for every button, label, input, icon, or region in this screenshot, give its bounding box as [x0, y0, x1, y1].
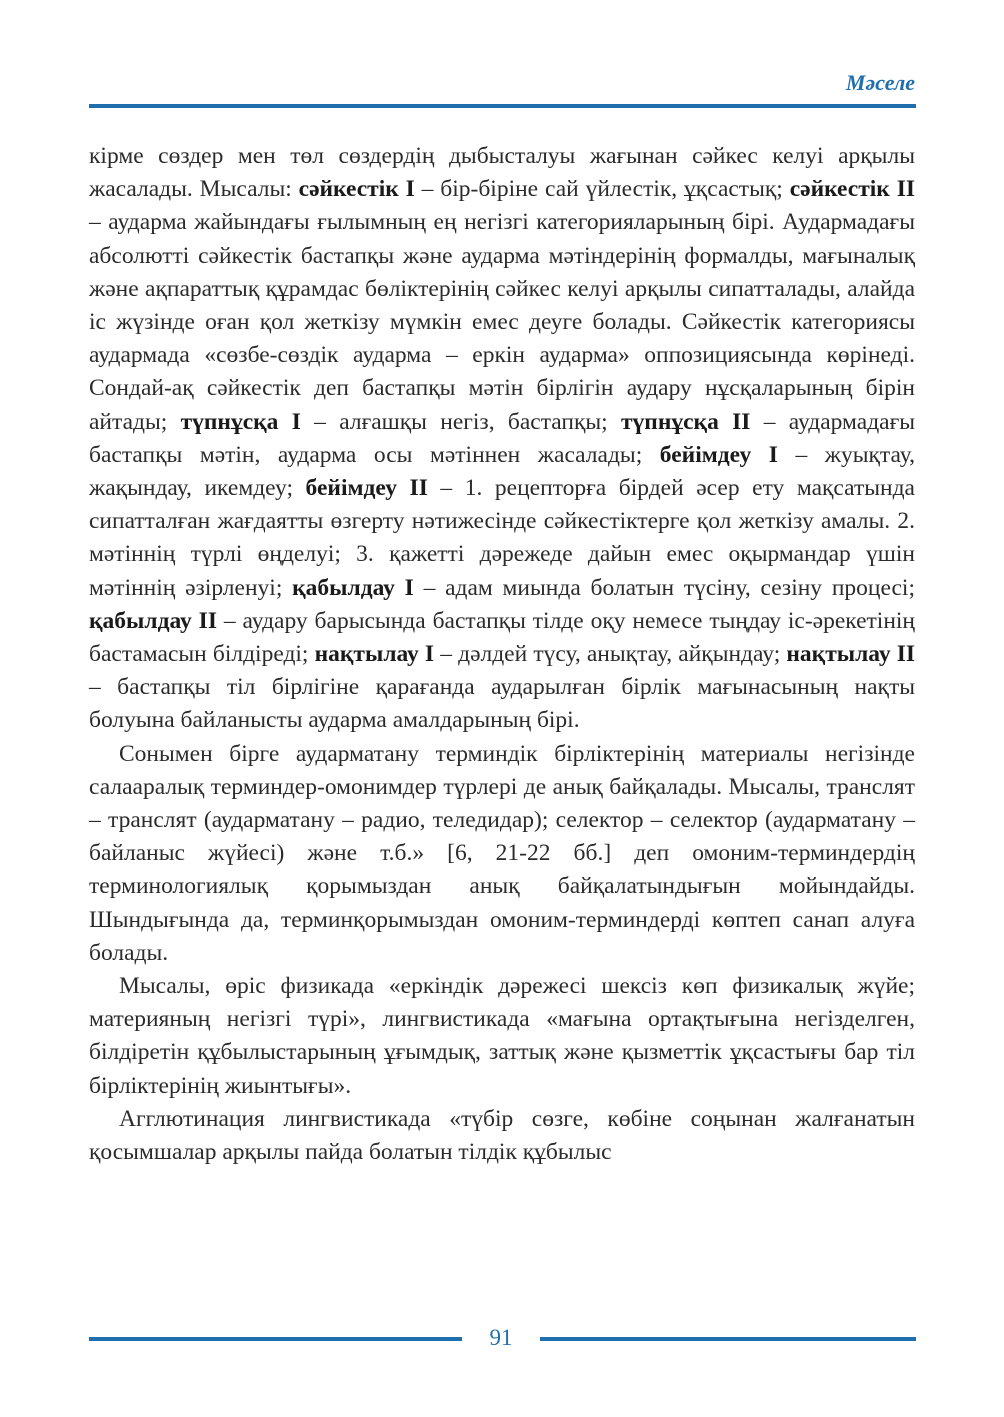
term-bold: бейімдеу І [659, 441, 778, 468]
term-bold: қабылдау ІІ [89, 607, 217, 634]
text-run: – жуықтау, жақындау, икемдеу; [89, 441, 915, 502]
text-run: Агглютинация лингвистикада «түбір сөзге, көбіне соңынан жалғанатын қосымшалар арқылы пайда болатын тілдік құбылыс [89, 1105, 915, 1166]
text-run: – дәлдей түсу, анықтау, айқындау; [434, 641, 787, 668]
text-run: Сонымен бірге аударматану терминдік бірліктерінің материалы негізінде салааралық терминдер-омонимдер түрлері де анық байқалады. Мысалы, транслят – транслят (аударматану – радио, теледидар); селектор – селектор (аударматану – байланыс жүйесі) және т.б.» [6, 21-22 бб.] деп омоним-терминдердің терминологиялық қорымыздан анық байқалатындығын мойындайды. Шындығында да, терминқорымыздан омоним-терминдерді көптеп санап алуға болады. [89, 740, 915, 966]
text-run: Мысалы, өріс физикада «еркіндік дәрежесі шексіз көп физикалық жүйе; материяның негізгі түрі», лингвистикада «мағына ортақтығына негізделген, білдіретін құбылыстарының ұғымдық, заттық және қызметтік ұқсастығы бар тіл бірліктерінің жиынтығы». [89, 973, 915, 1099]
term-bold: түпнұсқа І [180, 408, 301, 435]
text-run: – аударма жайындағы ғылымның ең негізгі категорияларының бірі. Аудармадағы абсолютті сәйкестік бастапқы және аударма мәтіндерінің формалды, мағыналық және ақпараттық құрамдас бөліктерінің сәйкес келуі арқылы сипатталады, алайда іс жүзінде оған қол жеткізу мүмкін емес деуге болады. Сәйкестік категориясы аудармада «сөзбе-сөздік аударма – еркін аударма» оппозициясында көрінеді. Сондай-ақ сәйкестік деп бастапқы мәтін бірлігін аудару нұсқаларының бірін айтады; [89, 209, 915, 435]
paragraph [89, 738, 915, 970]
paragraph [89, 140, 915, 738]
body-text [89, 140, 915, 1169]
paragraph [89, 970, 915, 1103]
footer-rule-left [89, 1337, 462, 1341]
text-run: – аудармадағы бастапқы мәтін, аударма осы мәтіннен жасалады; [89, 408, 916, 468]
term-bold: бейімдеу ІІ [305, 475, 428, 502]
text-run: – бір-біріне сай үйлестік, ұқсастық; [414, 176, 790, 203]
text-run: – адам миында болатын түсіну, сезіну процесі; [413, 574, 915, 601]
text-run: – бастапқы тіл бірлігіне қарағанда аударылған бірлік мағынасының нақты болуына байланысты аударма амалдарының бірі. [89, 674, 915, 734]
text-run: – 1. рецепторға бірдей әсер ету мақсатында сипатталған жағдаятты өзгерту нәтижесінде сәйкестіктерге қол жеткізу амалы. 2. мәтіннің түрлі өңделуі; 3. қажетті дәрежеде дайын емес оқырмандар үшін мәтіннің әзірленуі; [89, 475, 915, 601]
term-bold: сәйкестік ІІ [789, 176, 915, 203]
page-header-title: Мәселе [845, 70, 915, 95]
term-bold: түпнұсқа ІІ [620, 408, 751, 435]
term-bold: нақтылау І [314, 641, 435, 668]
footer-rule-right [540, 1337, 916, 1341]
term-bold: нақтылау ІІ [786, 641, 915, 668]
paragraph [89, 1103, 915, 1169]
text-run: кірме сөздер мен төл сөздердің дыбысталуы жағынан сәйкес келуі арқылы жасалады. Мысалы: [89, 143, 915, 203]
header-rule [89, 104, 916, 108]
text-run: – алғашқы негіз, бастапқы; [300, 408, 621, 435]
term-bold: сәйкестік І [298, 176, 415, 203]
page-number: 91 [489, 1325, 513, 1350]
term-bold: қабылдау І [292, 574, 414, 601]
text-run: – аудару барысында бастапқы тілде оқу немесе тыңдау іс-әрекетінің бастамасын білдіреді; [89, 607, 916, 668]
